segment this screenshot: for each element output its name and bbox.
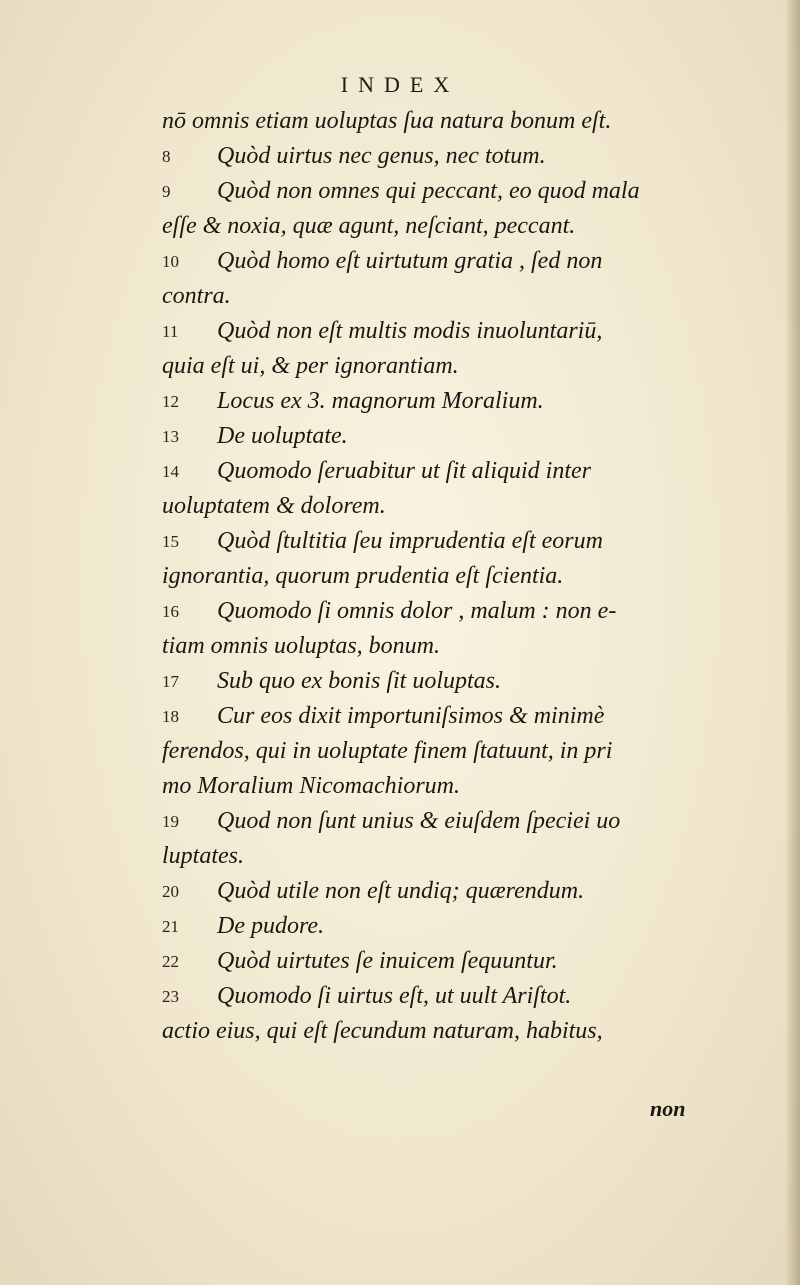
entry-number: 11: [162, 322, 179, 341]
entry-number: 19: [162, 812, 179, 831]
index-entry: [162, 524, 722, 559]
index-entry-continuation: [162, 769, 722, 804]
entry-text: mo Moralium Nicomachiorum.: [162, 773, 460, 799]
index-entry-continuation: [162, 279, 722, 314]
entry-text: De pudore.: [217, 913, 325, 939]
entry-number: 18: [162, 707, 179, 726]
entry-text: Quomodo ſi uirtus eſt, ut uult Ariſtot.: [217, 983, 572, 1009]
entry-number: 8: [162, 147, 171, 166]
entry-number: 16: [162, 602, 179, 621]
continued-line: [162, 104, 722, 139]
continued-line-text: nō omnis etiam uoluptas ſua natura bonum eſt.: [162, 108, 612, 134]
index-entry-continuation: [162, 1014, 722, 1049]
catchword: non: [650, 1096, 686, 1121]
index-entry-continuation: [162, 734, 722, 769]
entry-text: eſſe & noxia, quæ agunt, neſciant, peccant.: [162, 213, 576, 239]
entry-text: luptates.: [162, 843, 244, 869]
index-entry: [162, 664, 722, 699]
index-entry-continuation: [162, 839, 722, 874]
entry-text: Quod non ſunt unius & eiuſdem ſpeciei uo: [217, 808, 621, 834]
entry-number: 17: [162, 672, 179, 691]
entry-text: Cur eos dixit importuniſsimos & minimè: [217, 703, 605, 729]
entry-number: 15: [162, 532, 179, 551]
index-entry: [162, 909, 722, 944]
entry-text: uoluptatem & dolorem.: [162, 493, 386, 519]
index-entry: [162, 979, 722, 1014]
entry-text: Quomodo ſeruabitur ut ſit aliquid inter: [217, 458, 592, 484]
entry-text: Quòd uirtutes ſe inuicem ſequuntur.: [217, 948, 558, 974]
entry-text: tiam omnis uoluptas, bonum.: [162, 633, 441, 659]
entry-number: 22: [162, 952, 179, 971]
index-entry: [162, 804, 722, 839]
index-entry-continuation: [162, 349, 722, 384]
entry-number: 13: [162, 427, 179, 446]
entry-number: 23: [162, 987, 179, 1006]
index-entries: [162, 104, 722, 1049]
entry-text: Sub quo ex bonis ſit uoluptas.: [217, 668, 501, 694]
entry-text: Quòd uirtus nec genus, nec totum.: [217, 143, 546, 169]
entry-text: quia eſt ui, & per ignorantiam.: [162, 353, 459, 379]
entry-number: 14: [162, 462, 179, 481]
index-entry-continuation: [162, 209, 722, 244]
index-entry: [162, 419, 722, 454]
index-entry: [162, 314, 722, 349]
entry-list: [162, 139, 722, 1049]
index-entry: [162, 139, 722, 174]
index-entry: [162, 244, 722, 279]
entry-text: contra.: [162, 283, 231, 309]
entry-number: 9: [162, 182, 171, 201]
entry-text: ferendos, qui in uoluptate finem ſtatuunt, in pri: [162, 738, 613, 764]
index-entry: [162, 384, 722, 419]
entry-text: Quòd homo eſt uirtutum gratia , ſed non: [217, 248, 603, 274]
entry-text: ignorantia, quorum prudentia eſt ſcientia.: [162, 563, 564, 589]
index-entry: [162, 454, 722, 489]
entry-text: Quòd utile non eſt undiq; quærendum.: [217, 878, 585, 904]
index-entry-continuation: [162, 559, 722, 594]
entry-text: Locus ex 3. magnorum Moralium.: [217, 388, 544, 414]
entry-text: De uoluptate.: [217, 423, 348, 449]
entry-text: Quòd ſtultitia ſeu imprudentia eſt eorum: [217, 528, 603, 554]
entry-text: Quòd non eſt multis modis inuoluntariū,: [217, 318, 603, 344]
index-entry: [162, 944, 722, 979]
entry-number: 20: [162, 882, 179, 901]
entry-number: 12: [162, 392, 179, 411]
index-entry: [162, 174, 722, 209]
index-entry-continuation: [162, 629, 722, 664]
entry-text: Quomodo ſi omnis dolor , malum : non e-: [217, 598, 617, 624]
entry-text: actio eius, qui eſt ſecundum naturam, habitus,: [162, 1018, 603, 1044]
entry-number: 21: [162, 917, 179, 936]
entry-number: 10: [162, 252, 179, 271]
index-entry: [162, 594, 722, 629]
index-entry: [162, 699, 722, 734]
page-header: INDEX: [340, 72, 460, 97]
index-entry-continuation: [162, 489, 722, 524]
entry-text: Quòd non omnes qui peccant, eo quod mala: [217, 178, 640, 204]
index-entry: [162, 874, 722, 909]
